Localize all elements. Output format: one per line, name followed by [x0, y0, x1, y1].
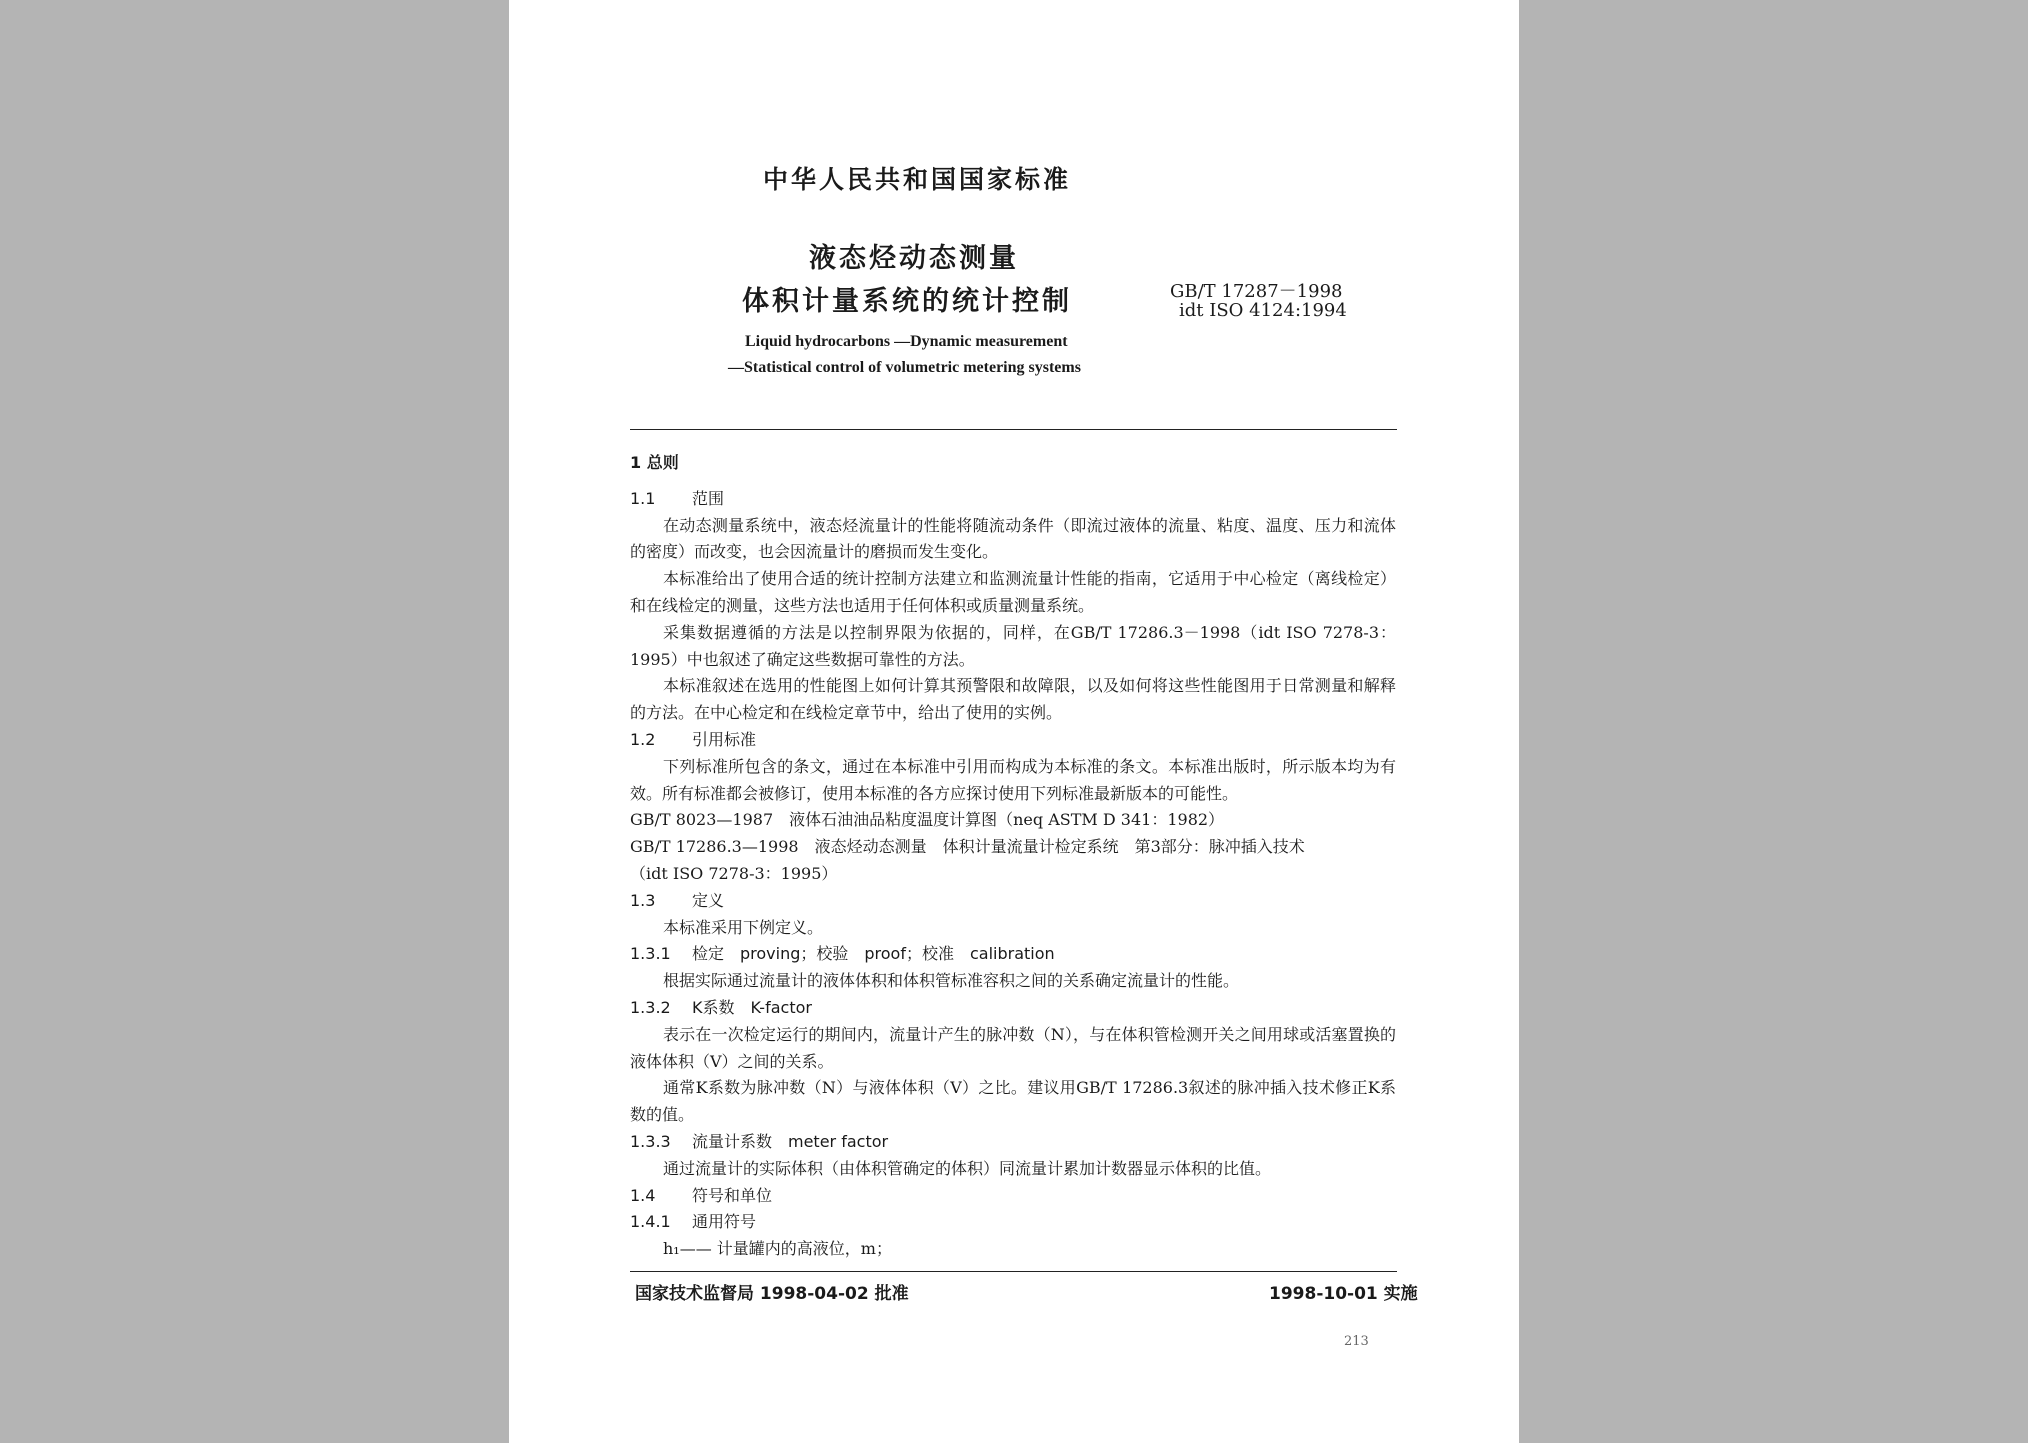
title-cn-line1: 液态烃动态测量: [809, 243, 1019, 274]
paragraph: 本标准叙述在选用的性能图上如何计算其预警限和故障限，以及如何将这些性能图用于日常测量和解释的方法。在中心检定和在线检定章节中，给出了使用的实例。: [630, 676, 1396, 723]
footer-divider: [630, 1271, 1397, 1272]
paragraph: 表示在一次检定运行的期间内，流量计产生的脉冲数（N），与在体积管检测开关之间用球或活塞置换的液体体积（V）之间的关系。: [630, 1024, 1396, 1071]
header-divider: [630, 429, 1397, 430]
section-1-2-heading: [630, 727, 1396, 754]
paragraph: 采集数据遵循的方法是以控制界限为依据的，同样，在GB/T 17286.3－1998（idt ISO 7278-3：1995）中也叙述了确定这些数据可靠性的方法。: [630, 622, 1396, 669]
section-number: 1.4.1: [630, 1212, 671, 1232]
section-1-3-heading: [630, 888, 1396, 915]
document-page: [509, 0, 1519, 1443]
title-cn-line2: 体积计量系统的统计控制: [742, 286, 1072, 317]
section-title: 检定 proving；校验 proof；校准 calibration: [692, 944, 1055, 964]
section-title: 范围: [692, 488, 725, 508]
paragraph: 通过流量计的实际体积（由体积管确定的体积）同流量计累加计数器显示体积的比值。: [663, 1158, 1272, 1178]
title-en-line1: Liquid hydrocarbons —Dynamic measurement: [745, 333, 1068, 350]
section-1-4-heading: [630, 1183, 1396, 1210]
section-1-4-1-heading: [630, 1209, 1396, 1236]
section-title: 流量计系数 meter factor: [692, 1131, 889, 1151]
paragraph: 下列标准所包含的条文，通过在本标准中引用而构成为本标准的条文。本标准出版时，所示版本均为有效。所有标准都会被修订，使用本标准的各方应探讨使用下列标准最新版本的可能性。: [630, 756, 1396, 803]
implementation-date: 1998-10-01 实施: [1269, 1284, 1418, 1304]
section-title: 通用符号: [692, 1212, 757, 1232]
paragraph: 本标准给出了使用合适的统计控制方法建立和监测流量计性能的指南，它适用于中心检定（离线检定）和在线检定的测量，这些方法也适用于任何体积或质量测量系统。: [630, 569, 1396, 615]
section-number: 1.3.3: [630, 1131, 671, 1151]
body-content: [630, 450, 1396, 1263]
section-title: 符号和单位: [692, 1185, 773, 1205]
reference-item: GB/T 17286.3—1998 液态烃动态测量 体积计量流量计检定系统 第3部分：脉冲插入技术: [630, 837, 1305, 857]
page-number: 213: [1344, 1334, 1369, 1349]
paragraph: 通常K系数为脉冲数（N）与液体体积（V）之比。建议用GB/T 17286.3叙述的脉冲插入技术修正K系数的值。: [630, 1078, 1396, 1125]
title-en-line2: —Statistical control of volumetric metering systems: [728, 359, 1081, 376]
standard-type-heading: 中华人民共和国国家标准: [763, 165, 1072, 194]
standard-code: GB/T 17287－1998: [1170, 281, 1343, 302]
section-number: 1.3.1: [630, 944, 671, 964]
section-title: 定义: [692, 890, 725, 910]
approval-info: 国家技术监督局 1998-04-02 批准: [635, 1284, 909, 1304]
section-1-3-3-heading: [630, 1129, 1396, 1156]
symbol-definition: h₁—— 计量罐内的高液位，m；: [663, 1239, 892, 1259]
paragraph: 根据实际通过流量计的液体体积和体积管标准容积之间的关系确定流量计的性能。: [663, 971, 1240, 991]
section-number: 1.3.2: [630, 997, 671, 1017]
paragraph: 在动态测量系统中，液态烃流量计的性能将随流动条件（即流过液体的流量、粘度、温度、压力和流体的密度）而改变，也会因流量计的磨损而发生变化。: [630, 515, 1396, 562]
section-1-1-heading: [630, 486, 1396, 513]
paragraph: 本标准采用下例定义。: [663, 917, 824, 937]
section-number: 1.1: [630, 488, 656, 508]
section-number: 1.4: [630, 1185, 656, 1205]
section-number: 1.2: [630, 729, 656, 749]
section-1-3-1-heading: [630, 941, 1396, 968]
section-1-3-2-heading: [630, 995, 1396, 1022]
reference-item-continued: （idt ISO 7278-3：1995）: [630, 863, 838, 883]
section-title: 引用标准: [692, 729, 757, 749]
section-1-heading: 1 总则: [630, 453, 679, 472]
iso-code: idt ISO 4124:1994: [1179, 300, 1347, 321]
section-title: K系数 K-factor: [692, 997, 812, 1017]
reference-item: GB/T 8023—1987 液体石油油品粘度温度计算图（neq ASTM D 341：1982）: [630, 810, 1225, 830]
section-number: 1.3: [630, 890, 656, 910]
